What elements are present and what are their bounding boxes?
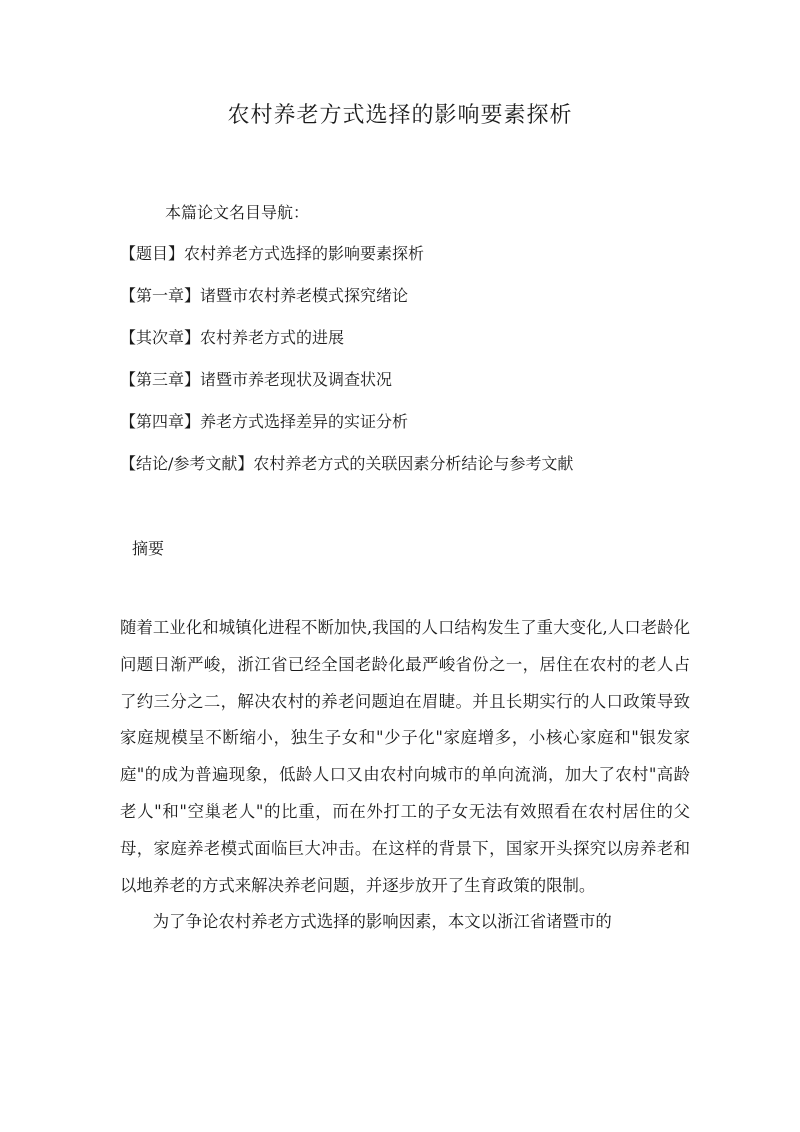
toc-item-chapter-4[interactable]: 【第四章】养老方式选择差异的实证分析	[120, 412, 409, 431]
toc-item-conclusion[interactable]: 【结论/参考文献】农村养老方式的关联因素分析结论与参考文献	[120, 454, 574, 473]
abstract-paragraph-2: 为了争论农村养老方式选择的影响因素，本文以浙江省诸暨市的	[152, 912, 612, 932]
toc-item-chapter-1[interactable]: 【第一章】诸暨市农村养老模式探究绪论	[120, 286, 409, 305]
abstract-heading: 摘要	[132, 539, 165, 558]
nav-heading: 本篇论文名目导航：	[165, 203, 310, 222]
table-of-contents	[120, 238, 573, 490]
abstract-body	[120, 610, 690, 941]
toc-item-chapter-3[interactable]: 【第三章】诸暨市养老现状及调查状况	[120, 370, 393, 389]
toc-item-title[interactable]: 【题目】农村养老方式选择的影响要素探析	[120, 244, 425, 263]
abstract-paragraph-1: 随着工业化和城镇化进程不断加快,我国的人口结构发生了重大变化,人口老龄化问题日渐严峻，浙江省已经全国老龄化最严峻省份之一，居住在农村的老人占了约三分之二，解决农村的养老问题迫在眉睫。并且长期实行的人口政策导致家庭规模呈不断缩小，独生子女和"少子化"家庭增多，小核心家庭和"银发家庭"的成为普遍现象，低龄人口又由农村向城市的单向流淌，加大了农村"高龄老人"和"空巢老人"的比重，而在外打工的子女无法有效照看在农村居住的父母，家庭养老模式面临巨大冲击。在这样的背景下，国家开头探究以房养老和以地养老的方式来解决养老问题，并逐步放开了生育政策的限制。	[120, 618, 690, 895]
document-title: 农村养老方式选择的影响要素探析	[227, 103, 573, 128]
toc-item-chapter-2[interactable]: 【其次章】农村养老方式的进展	[120, 328, 345, 347]
